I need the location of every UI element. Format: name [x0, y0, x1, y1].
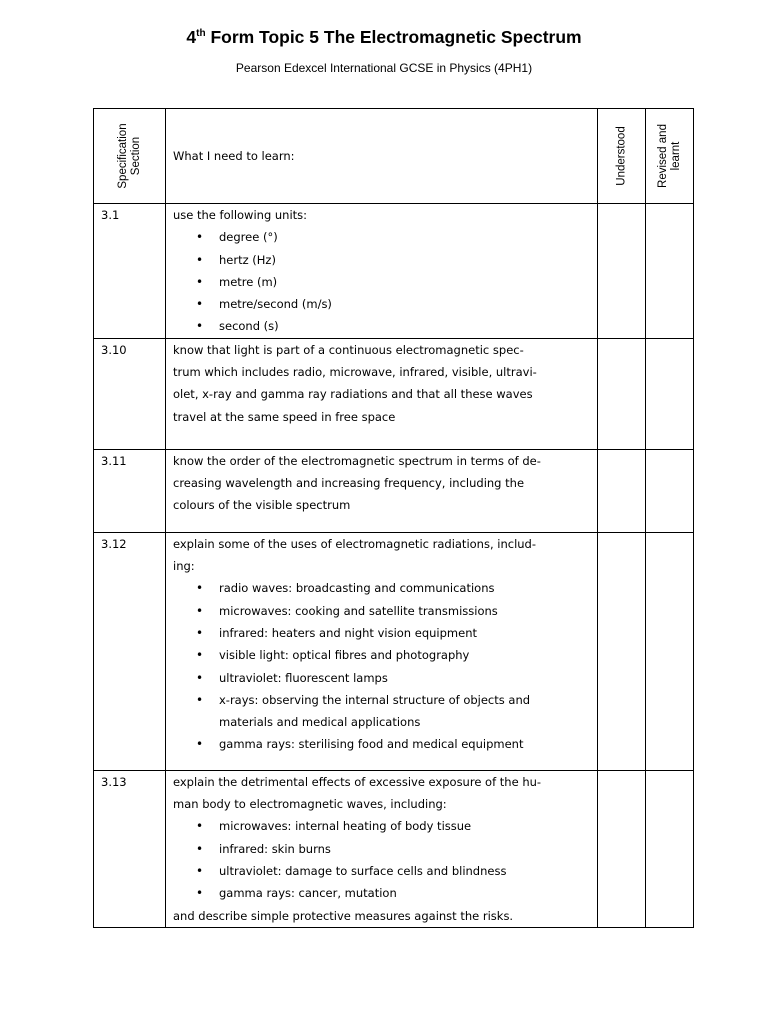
revised-checkbox-cell[interactable] — [646, 449, 694, 532]
header-understood: Understood — [598, 109, 646, 204]
list-item: • x-rays: observing the internal structure of objects and materials and medical applications — [173, 689, 591, 734]
effects-list — [173, 815, 591, 904]
list-item: • second (s) — [173, 315, 591, 337]
learning-text: explain some of the uses of electromagnetic radiations, includ- ing: • radio waves: broadcasting and communications • microwaves: cooking and satellite transmissions • infrared: heaters and night vision equipment • visible light: optical fibres and photography • ultraviolet: fluorescent lamps • x-rays: observing the internal structure of objects and materials and medical applications • gamma rays: sterilising food and medical equipment — [166, 532, 598, 770]
list-item: • ultraviolet: damage to surface cells and blindness — [173, 860, 591, 882]
list-item: • metre/second (m/s) — [173, 293, 591, 315]
learning-text: know the order of the electromagnetic spectrum in terms of de- creasing wavelength and increasing frequency, including the colours of the visible spectrum — [166, 449, 598, 532]
unit-list — [173, 226, 591, 337]
revised-checkbox-cell[interactable] — [646, 204, 694, 339]
learning-text: know that light is part of a continuous electromagnetic spec- trum which includes radio, microwave, infrared, visible, ultravi- olet, x-ray and gamma ray radiations and that all these waves travel at the same speed in free space — [166, 338, 598, 449]
list-item: • radio waves: broadcasting and communications — [173, 577, 591, 599]
understood-checkbox-cell[interactable] — [598, 449, 646, 532]
list-item: • hertz (Hz) — [173, 249, 591, 271]
revised-checkbox-cell[interactable] — [646, 338, 694, 449]
page-subtitle: Pearson Edexcel International GCSE in Physics (4PH1) — [235, 61, 533, 75]
spec-code: 3.13 — [94, 770, 166, 927]
spec-code: 3.11 — [94, 449, 166, 532]
learning-text: use the following units: • degree (°) • hertz (Hz) • metre (m) • metre/second (m/s) • second (s) — [166, 204, 598, 339]
list-item: • infrared: heaters and night vision equipment — [173, 622, 591, 644]
list-item: • ultraviolet: fluorescent lamps — [173, 667, 591, 689]
header-revised-learnt: Revised and learnt — [646, 109, 694, 204]
spec-code: 3.1 — [94, 204, 166, 339]
table-row — [94, 338, 694, 449]
header-spec-section: Specification Section — [94, 109, 166, 204]
header-what-to-learn: What I need to learn: — [166, 109, 598, 204]
list-item: • gamma rays: sterilising food and medical equipment — [173, 733, 591, 755]
revised-checkbox-cell[interactable] — [646, 532, 694, 770]
understood-checkbox-cell[interactable] — [598, 770, 646, 927]
list-item: • infrared: skin burns — [173, 838, 591, 860]
understood-checkbox-cell[interactable] — [598, 204, 646, 339]
table-row — [94, 532, 694, 770]
learning-checklist-table — [93, 108, 694, 928]
learning-text: explain the detrimental effects of excessive exposure of the hu- man body to electromagnetic waves, including: • microwaves: internal heating of body tissue • infrared: skin burns • ultraviolet: damage to surface cells and blindness • gamma rays: cancer, mutation and describe simple protective measures against the risks. — [166, 770, 598, 927]
understood-checkbox-cell[interactable] — [598, 532, 646, 770]
list-item: • gamma rays: cancer, mutation — [173, 882, 591, 904]
title-superscript: th — [196, 28, 206, 40]
table-row — [94, 449, 694, 532]
uses-list — [173, 577, 591, 755]
list-item: • degree (°) — [173, 226, 591, 248]
list-item: • microwaves: cooking and satellite transmissions — [173, 600, 591, 622]
page-title: 4th Form Topic 5 The Electromagnetic Spectrum — [186, 27, 582, 47]
table-row — [94, 770, 694, 927]
list-item: • metre (m) — [173, 271, 591, 293]
table-row — [94, 204, 694, 339]
revised-checkbox-cell[interactable] — [646, 770, 694, 927]
list-item: • microwaves: internal heating of body tissue — [173, 815, 591, 837]
list-item: • visible light: optical fibres and photography — [173, 644, 591, 666]
spec-code: 3.10 — [94, 338, 166, 449]
understood-checkbox-cell[interactable] — [598, 338, 646, 449]
table-header-row — [94, 109, 694, 204]
spec-code: 3.12 — [94, 532, 166, 770]
